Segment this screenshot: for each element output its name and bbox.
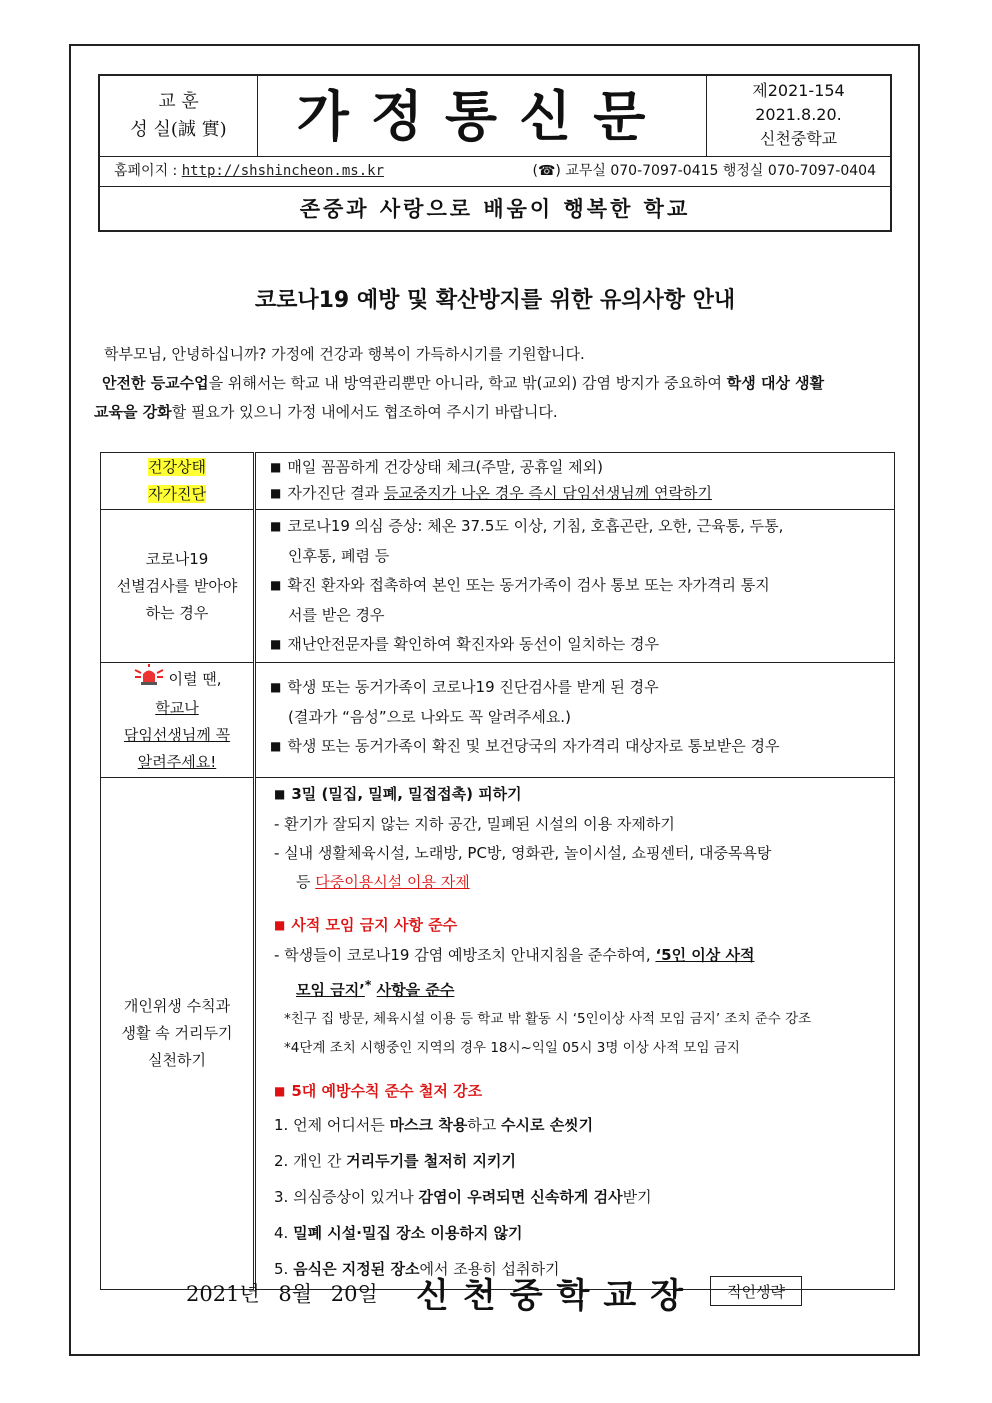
item-bold: 거리두기를 철저히 지키기 — [346, 1152, 516, 1170]
page-title: 가정통신문 — [296, 84, 668, 148]
guidelines-table — [100, 452, 895, 1290]
item-text: 자가진단 결과 — [287, 484, 384, 502]
school-name: 신천중학교 — [759, 129, 838, 148]
item-text: 매일 꼼꼼하게 건강상태 체크(주말, 공휴일 제외) — [287, 458, 603, 476]
footnote: *친구 집 방문, 체육시설 이용 등 학교 밖 활동 시 ‘5인이상 사적 모임 금지’ 조치 준수 강조 — [284, 1011, 812, 1027]
item-text: - 학생들이 코로나19 감염 예방조치 안내지침을 준수하여, — [274, 946, 656, 964]
list-item — [274, 941, 886, 970]
document-title: 코로나19 예방 및 확산방지를 위한 유의사항 안내 — [254, 288, 736, 313]
heading-text: 사적 모임 금지 사항 준수 — [291, 916, 458, 934]
seal-omitted-box: 직인생략 — [710, 1276, 802, 1306]
item-text: 받기 — [622, 1188, 652, 1206]
label-line: 선별검사를 받아야 — [116, 576, 238, 595]
newsletter-header — [98, 74, 892, 232]
bullet-icon: ■ — [274, 1084, 286, 1098]
siren-icon — [132, 664, 166, 695]
label-line: 학교나 — [155, 699, 199, 717]
bullet-icon: ■ — [270, 578, 282, 592]
label-self-check: 자가진단 — [148, 485, 206, 503]
contact-row — [100, 156, 890, 187]
section-heading — [274, 1077, 886, 1107]
item-text: 학생 또는 동거가족이 확진 및 보건당국의 자가격리 대상자로 통보받은 경우 — [287, 737, 780, 755]
intro-line-2 — [94, 369, 894, 398]
list-item — [274, 1179, 886, 1215]
list-item — [274, 1143, 886, 1179]
header-top-row — [100, 76, 890, 157]
item-bold: 밀폐 시설·밀집 장소 이용하지 않기 — [293, 1224, 523, 1242]
item-underlined: 모임 금지’ — [296, 981, 365, 999]
label-line: 코로나19 — [145, 549, 209, 568]
item-text: 2. 개인 간 — [274, 1152, 347, 1170]
homepage-label: 홈페이지 : — [114, 163, 178, 179]
row-content — [255, 510, 895, 663]
homepage — [114, 156, 384, 186]
label-line: 담임선생님께 꼭 — [123, 726, 231, 744]
bullet-icon: ■ — [274, 918, 286, 932]
list-item — [270, 732, 886, 762]
table-row — [101, 778, 895, 1290]
list-item — [270, 630, 886, 660]
intro-bold-2: 학생 대상 생활 — [726, 374, 825, 392]
intro-line-1: 학부모님, 안녕하십니까? 가정에 건강과 행복이 가득하시기를 기원합니다. — [104, 345, 585, 363]
item-text: 하고 — [467, 1116, 501, 1134]
row-label — [101, 663, 255, 778]
item-underlined: 사항을 준수 — [376, 981, 455, 999]
phone-numbers: (☎) 교무실 070-7097-0415 행정실 070-7097-0404 — [532, 163, 876, 179]
intro-mid: 을 위해서는 학교 내 방역관리뿐만 아니라, 학교 밖(교외) 감염 방지가 중요하여 — [208, 374, 727, 392]
item-text: 코로나19 의심 증상: 체온 37.5도 이상, 기침, 호흡곤란, 오한, 근육통, 두통, — [287, 517, 784, 535]
item-text: 등 — [296, 873, 316, 891]
school-motto — [100, 76, 258, 156]
issue-number: 제2021-154 — [752, 81, 845, 100]
list-item — [274, 1107, 886, 1143]
item-text: 학생 또는 동거가족이 코로나19 진단검사를 받게 된 경우 — [287, 678, 659, 696]
row-label — [101, 778, 255, 1290]
item-bold: 음식은 — [293, 1260, 342, 1278]
item-text: 3. 의심증상이 있거나 — [274, 1188, 419, 1206]
item-text: 확진 환자와 접촉하여 본인 또는 동거가족이 검사 통보 또는 자가격리 통지 — [287, 576, 770, 594]
table-row — [101, 510, 895, 663]
list-item: - 환기가 잘되지 않는 지하 공간, 밀폐된 시설의 이용 자제하기 — [274, 815, 675, 833]
footnote-mark: * — [364, 977, 372, 992]
row-content — [255, 453, 895, 510]
list-item — [270, 673, 886, 703]
item-bold: 마스크 착용 — [389, 1116, 468, 1134]
issue-info — [706, 76, 890, 156]
bullet-icon: ■ — [270, 739, 282, 753]
list-item — [270, 480, 886, 507]
motto-label: 교 훈 — [158, 91, 199, 112]
bullet-icon: ■ — [270, 486, 282, 500]
label-line: 이럴 땐, — [168, 670, 222, 688]
bullet-icon: ■ — [270, 680, 282, 694]
heading-text: 5대 예방수칙 준수 철저 강조 — [291, 1082, 483, 1100]
bullet-icon: ■ — [270, 519, 282, 533]
item-text: 4. — [274, 1224, 294, 1242]
intro-line-3 — [94, 398, 894, 427]
item-red: 다중이용시설 이용 자제 — [315, 873, 470, 891]
intro-bold-3: 교육을 강화 — [94, 403, 172, 421]
list-item: - 실내 생활체육시설, 노래방, PC방, 영화관, 놀이시설, 쇼핑센터, 대중목욕탕 — [274, 844, 772, 862]
list-item-note: (결과가 “음성”으로 나와도 꼭 알려주세요.) — [288, 708, 571, 726]
label-health-status: 건강상태 — [148, 458, 206, 476]
table-row — [101, 453, 895, 510]
item-bold: 수시로 손씻기 — [501, 1116, 594, 1134]
item-text: 에서 조용히 섭취하기 — [419, 1260, 560, 1278]
item-underlined: 등교중지가 나온 경우 즉시 담임선생님께 연락하기 — [383, 484, 712, 502]
list-item-cont: 서를 받은 경우 — [288, 606, 385, 624]
bullet-icon: ■ — [270, 637, 282, 651]
item-bold: 감염이 우려되면 신속하게 검사 — [418, 1188, 623, 1206]
section-heading — [274, 780, 886, 810]
label-line: 알려주세요! — [137, 753, 217, 771]
list-item-cont: 인후통, 폐렴 등 — [288, 547, 390, 565]
list-item — [274, 1215, 886, 1251]
item-underlined: ‘5인 이상 사적 — [655, 946, 755, 964]
list-item — [270, 571, 886, 601]
school-slogan: 존중과 사랑으로 배움이 행복한 학교 — [299, 196, 691, 221]
bullet-icon: ■ — [274, 787, 286, 801]
principal-title: 신천중학교장 — [416, 1276, 698, 1316]
item-bold: 지정된 장소 — [341, 1260, 420, 1278]
list-item — [270, 512, 886, 542]
label-line: 실천하기 — [148, 1051, 206, 1069]
label-line: 개인위생 수칙과 — [123, 997, 231, 1015]
issue-date: 2021.8.20. — [755, 105, 842, 124]
item-text: 재난안전문자를 확인하여 확진자와 동선이 일치하는 경우 — [287, 635, 659, 653]
list-item — [270, 455, 886, 480]
row-label — [101, 510, 255, 663]
list-item-cont — [274, 868, 886, 897]
intro-rest: 할 필요가 있으니 가정 내에서도 협조하여 주시기 바랍니다. — [171, 403, 558, 421]
row-content — [255, 778, 895, 1290]
intro-text — [94, 340, 894, 427]
table-row — [101, 663, 895, 778]
row-label — [101, 453, 255, 510]
label-line: 생활 속 거리두기 — [121, 1024, 233, 1042]
motto-value: 성 실(誠 實) — [130, 119, 227, 140]
section-heading — [274, 911, 886, 941]
intro-bold-1: 안전한 등교수업 — [102, 374, 209, 392]
list-item-cont — [274, 970, 886, 1005]
item-text: 1. 언제 어디서든 — [274, 1116, 390, 1134]
label-line: 하는 경우 — [145, 603, 209, 622]
bullet-icon: ■ — [270, 460, 282, 474]
item-text: 5. — [274, 1260, 294, 1278]
signature-footer — [98, 1272, 892, 1316]
row-content — [255, 663, 895, 778]
footnote: *4단계 조치 시행중인 지역의 경우 18시~익일 05시 3명 이상 사적 모임 금지 — [284, 1040, 740, 1056]
heading-text: 3밀 (밀집, 밀폐, 밀접접촉) 피하기 — [291, 785, 522, 803]
homepage-link[interactable]: http://shshincheon.ms.kr — [181, 163, 385, 179]
footer-date: 2021년 8월 20일 — [186, 1282, 378, 1306]
